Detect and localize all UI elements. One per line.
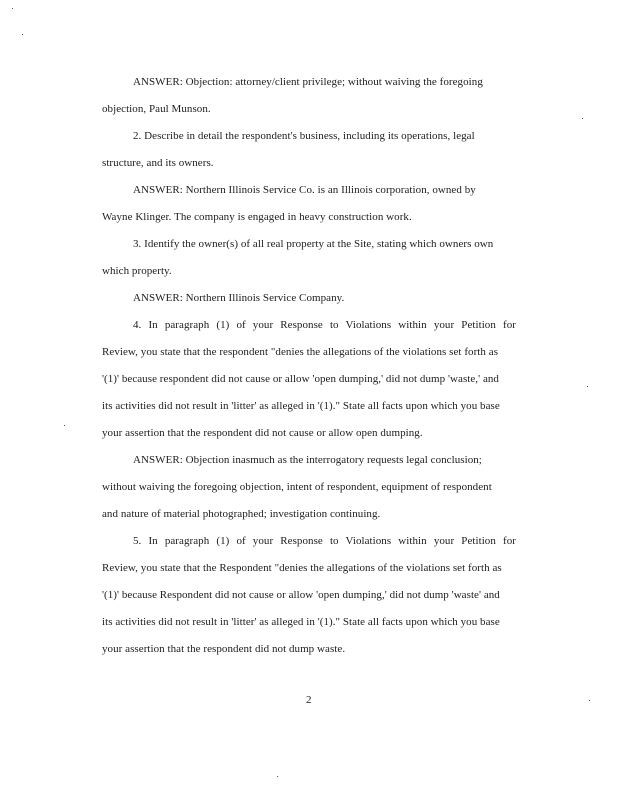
question-3-line-2: which property.	[102, 265, 172, 277]
question-5-line-5: your assertion that the respondent did not dump waste.	[102, 643, 346, 655]
question-2-line-1: 2. Describe in detail the respondent's business, including its operations, legal	[133, 130, 475, 142]
question-4-line-4: its activities did not result in 'litter' as alleged in '(1)." State all facts upon which you base	[102, 400, 500, 412]
answer-4-line-2: without waiving the foregoing objection, intent of respondent, equipment of respondent	[102, 481, 492, 493]
answer-1-line-1: ANSWER: Objection: attorney/client privilege; without waiving the foregoing	[133, 76, 483, 88]
answer-3-line-1: ANSWER: Northern Illinois Service Company.	[133, 292, 345, 304]
scan-speck	[22, 34, 23, 35]
scan-speck	[589, 700, 590, 701]
question-5-line-3: '(1)' because Respondent did not cause or allow 'open dumping,' did not dump 'waste' and	[102, 589, 500, 601]
question-4-line-1: 4. In paragraph (1) of your Response to Violations within your Petition for	[133, 319, 516, 331]
answer-4-line-1: ANSWER: Objection inasmuch as the interrogatory requests legal conclusion;	[133, 454, 482, 466]
question-5-line-4: its activities did not result in 'litter' as alleged in '(1)." State all facts upon which you base	[102, 616, 500, 628]
answer-4-line-3: and nature of material photographed; investigation continuing.	[102, 508, 381, 520]
answer-2-line-1: ANSWER: Northern Illinois Service Co. is an Illinois corporation, owned by	[133, 184, 476, 196]
scan-speck	[12, 8, 13, 9]
scan-speck	[582, 118, 583, 119]
question-4-line-2: Review, you state that the respondent "denies the allegations of the violations set forth as	[102, 346, 499, 358]
question-3-line-1: 3. Identify the owner(s) of all real property at the Site, stating which owners own	[133, 238, 494, 250]
question-4-line-5: your assertion that the respondent did not cause or allow open dumping.	[102, 427, 423, 439]
question-4-line-3: '(1)' because respondent did not cause or allow 'open dumping,' did not dump 'waste,' and	[102, 373, 499, 385]
answer-2-line-2: Wayne Klinger. The company is engaged in heavy construction work.	[102, 211, 412, 223]
question-2-line-2: structure, and its owners.	[102, 157, 214, 169]
scan-speck	[587, 386, 588, 387]
page-number: 2	[306, 694, 312, 706]
question-5-line-2: Review, you state that the Respondent "denies the allegations of the violations set forth as	[102, 562, 502, 574]
question-5-line-1: 5. In paragraph (1) of your Response to Violations within your Petition for	[133, 535, 516, 547]
scan-speck	[277, 776, 278, 777]
scan-speck	[64, 425, 65, 426]
answer-1-line-2: objection, Paul Munson.	[102, 103, 211, 115]
